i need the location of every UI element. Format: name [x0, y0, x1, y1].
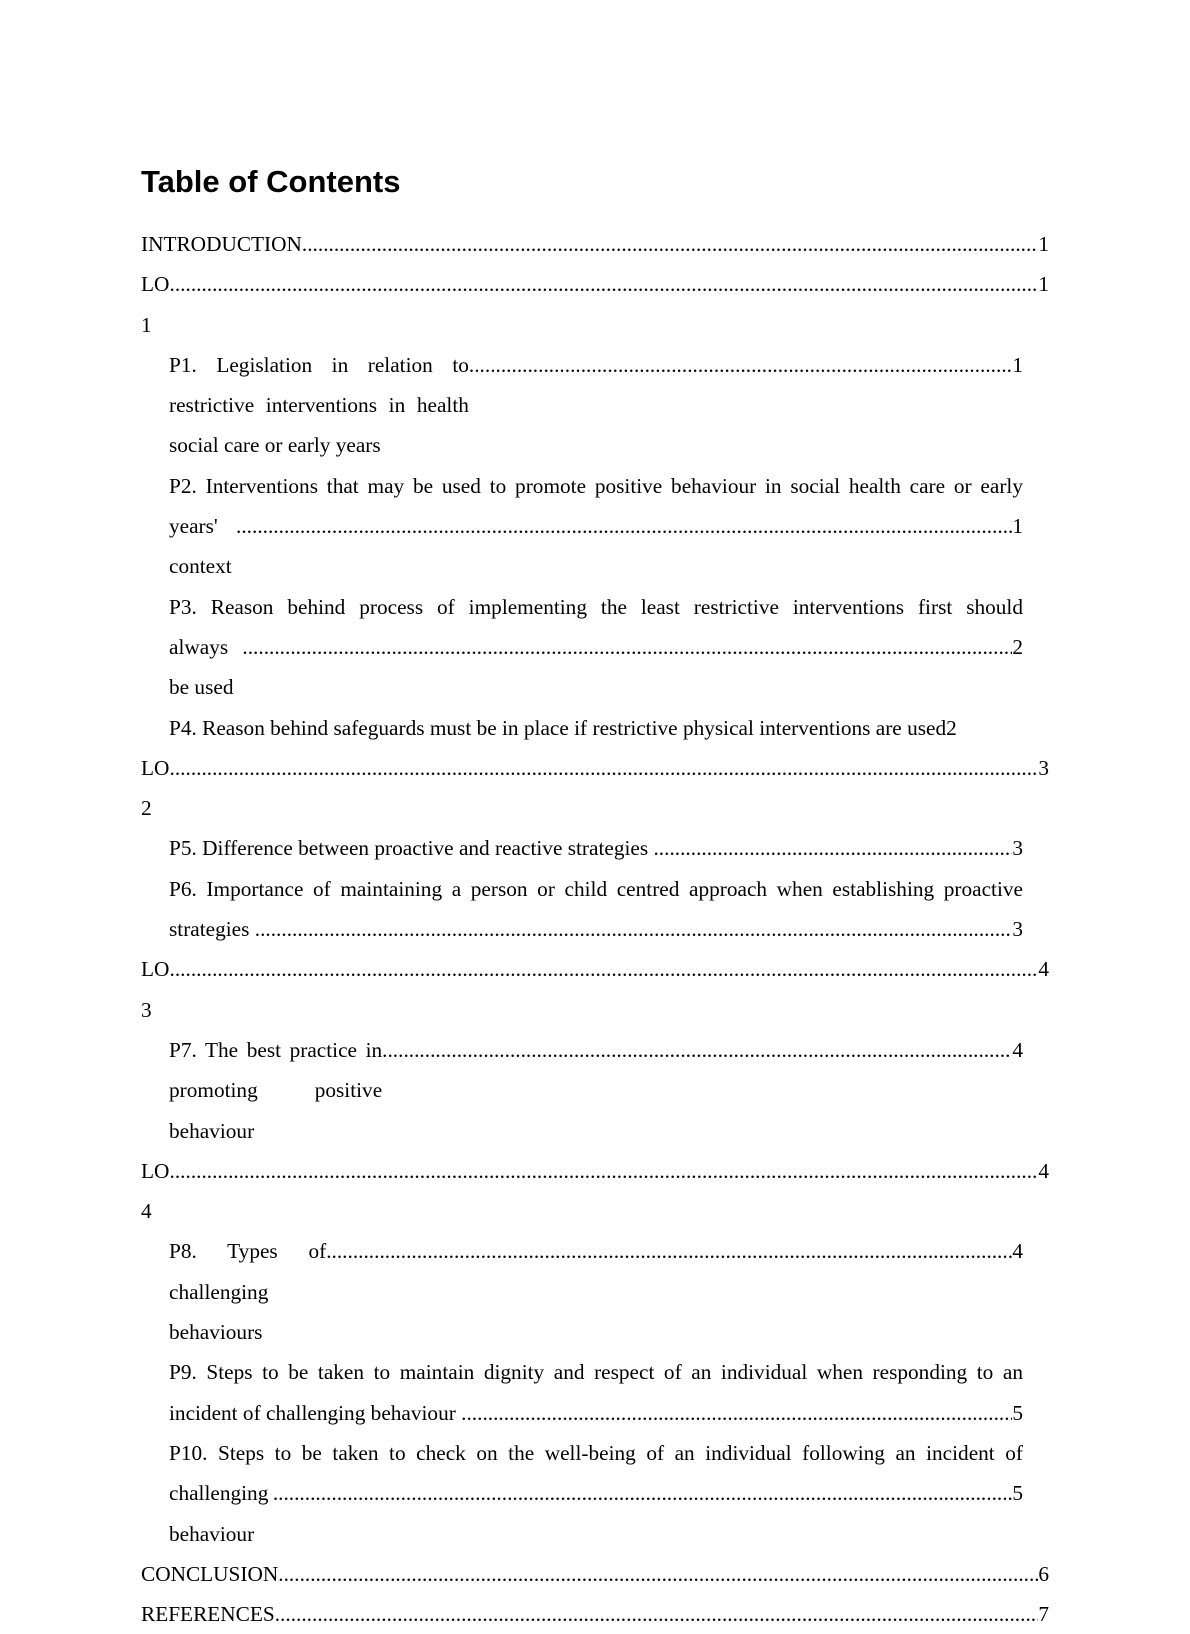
toc-entry-label-line2: strategies [169, 917, 255, 942]
dot-leader [653, 828, 1012, 868]
toc-page-number: 2 [1012, 634, 1023, 659]
toc-entry-label: LO 3 [141, 957, 170, 1022]
toc-entry-lo3[interactable] [141, 949, 1049, 1030]
dot-leader [236, 506, 1012, 546]
toc-page-number: 5 [1012, 1400, 1023, 1425]
toc-entry-label: LO 4 [141, 1158, 170, 1224]
toc-entry-label: REFERENCES [141, 1602, 275, 1627]
toc-entry-p4[interactable] [169, 708, 1049, 748]
toc-entry-references[interactable] [141, 1594, 1049, 1634]
toc-entry-p1[interactable] [169, 345, 1023, 466]
dot-leader [382, 1030, 1012, 1070]
dot-leader [275, 1594, 1039, 1634]
toc-page-number: 3 [1038, 755, 1049, 780]
toc-entry-conclusion[interactable] [141, 1554, 1049, 1594]
toc-page-number: 6 [1038, 1561, 1049, 1586]
toc-entry-p6[interactable] [169, 869, 1023, 950]
toc-entry-label-line2: challenging behaviour [169, 1481, 269, 1546]
toc-page-number: 1 [1012, 514, 1023, 539]
toc-entry-label: INTRODUCTION [141, 232, 302, 256]
toc-entry-label: P1. Legislation in relation to restrictive interventions in health social care or early years [169, 352, 469, 458]
toc-entry-lo4[interactable] [141, 1151, 1049, 1232]
dot-leader [255, 909, 1013, 949]
toc-entry-label: CONCLUSION [141, 1561, 279, 1586]
toc-entry-p5[interactable] [169, 828, 1023, 868]
dot-leader [273, 1473, 1013, 1513]
toc-page-number: 1 [1012, 352, 1023, 377]
toc-title: Table of Contents [141, 164, 401, 199]
toc-page-number: 4 [1038, 1158, 1049, 1183]
toc-page-number: 4 [1038, 957, 1049, 982]
toc-entry-label-line1: P9. Steps to be taken to maintain dignity and respect of an individual when responding to an [169, 1360, 1023, 1385]
toc-entry-label: P5. Difference between proactive and reactive strategies [169, 836, 654, 861]
toc-page-number: 5 [1012, 1481, 1023, 1506]
toc-entry-label: P8. Types of challenging behaviours [169, 1239, 327, 1345]
dot-leader [170, 748, 1039, 788]
toc-entry-lo1[interactable] [141, 264, 1049, 345]
toc-entry-label: P7. The best practice in promoting positive behaviour [169, 1037, 383, 1143]
toc-entry-lo2[interactable] [141, 748, 1049, 829]
toc-entry-p10[interactable] [169, 1433, 1023, 1554]
toc-entry-label-line1: P3. Reason behind process of implementing the least restrictive interventions first should [169, 594, 1023, 619]
dot-leader [302, 224, 1038, 264]
toc-page-number: 2 [946, 715, 957, 740]
dot-leader [170, 1151, 1039, 1191]
toc-entry-label: P4. Reason behind safeguards must be in place if restrictive physical interventions are used [169, 715, 947, 740]
toc-entry-p3[interactable] [169, 587, 1023, 708]
toc-entry-p8[interactable] [169, 1231, 1023, 1352]
toc-page-number: 3 [1012, 836, 1023, 861]
toc-entry-p7[interactable] [169, 1030, 1023, 1151]
toc-entry-p9[interactable] [169, 1352, 1023, 1433]
dot-leader [278, 1554, 1038, 1594]
dot-leader [469, 345, 1012, 385]
dot-leader [326, 1231, 1012, 1271]
dot-leader [242, 627, 1012, 667]
toc-entry-label: LO 1 [141, 272, 170, 337]
toc-entry-label-line1: P2. Interventions that may be used to promote positive behaviour in social health care or early [169, 473, 1023, 498]
toc-page-number: 4 [1012, 1239, 1023, 1264]
toc-entry-label-line2: always be used [169, 634, 234, 700]
toc-page-number: 7 [1038, 1602, 1049, 1627]
toc-entry-label-line2: years' context [169, 514, 232, 579]
toc-entry-label-line1: P6. Importance of maintaining a person or child centred approach when establishing proactive [169, 876, 1023, 901]
toc-entry-p2[interactable] [169, 466, 1023, 587]
toc-entry-introduction[interactable] [141, 224, 1049, 264]
dot-leader [461, 1393, 1012, 1433]
dot-leader [170, 949, 1039, 989]
toc-page-number: 1 [1038, 232, 1049, 256]
toc-page-number: 4 [1012, 1037, 1023, 1062]
document-page [141, 160, 1049, 1634]
toc-page-number: 3 [1012, 917, 1023, 942]
dot-leader [170, 264, 1039, 304]
toc-page-number: 1 [1038, 272, 1049, 297]
toc-list [141, 224, 1049, 1634]
toc-entry-label-line2: incident of challenging behaviour [169, 1400, 462, 1425]
toc-entry-label: LO 2 [141, 755, 170, 821]
toc-entry-label-line1: P10. Steps to be taken to check on the well-being of an individual following an incident of [169, 1440, 1023, 1465]
